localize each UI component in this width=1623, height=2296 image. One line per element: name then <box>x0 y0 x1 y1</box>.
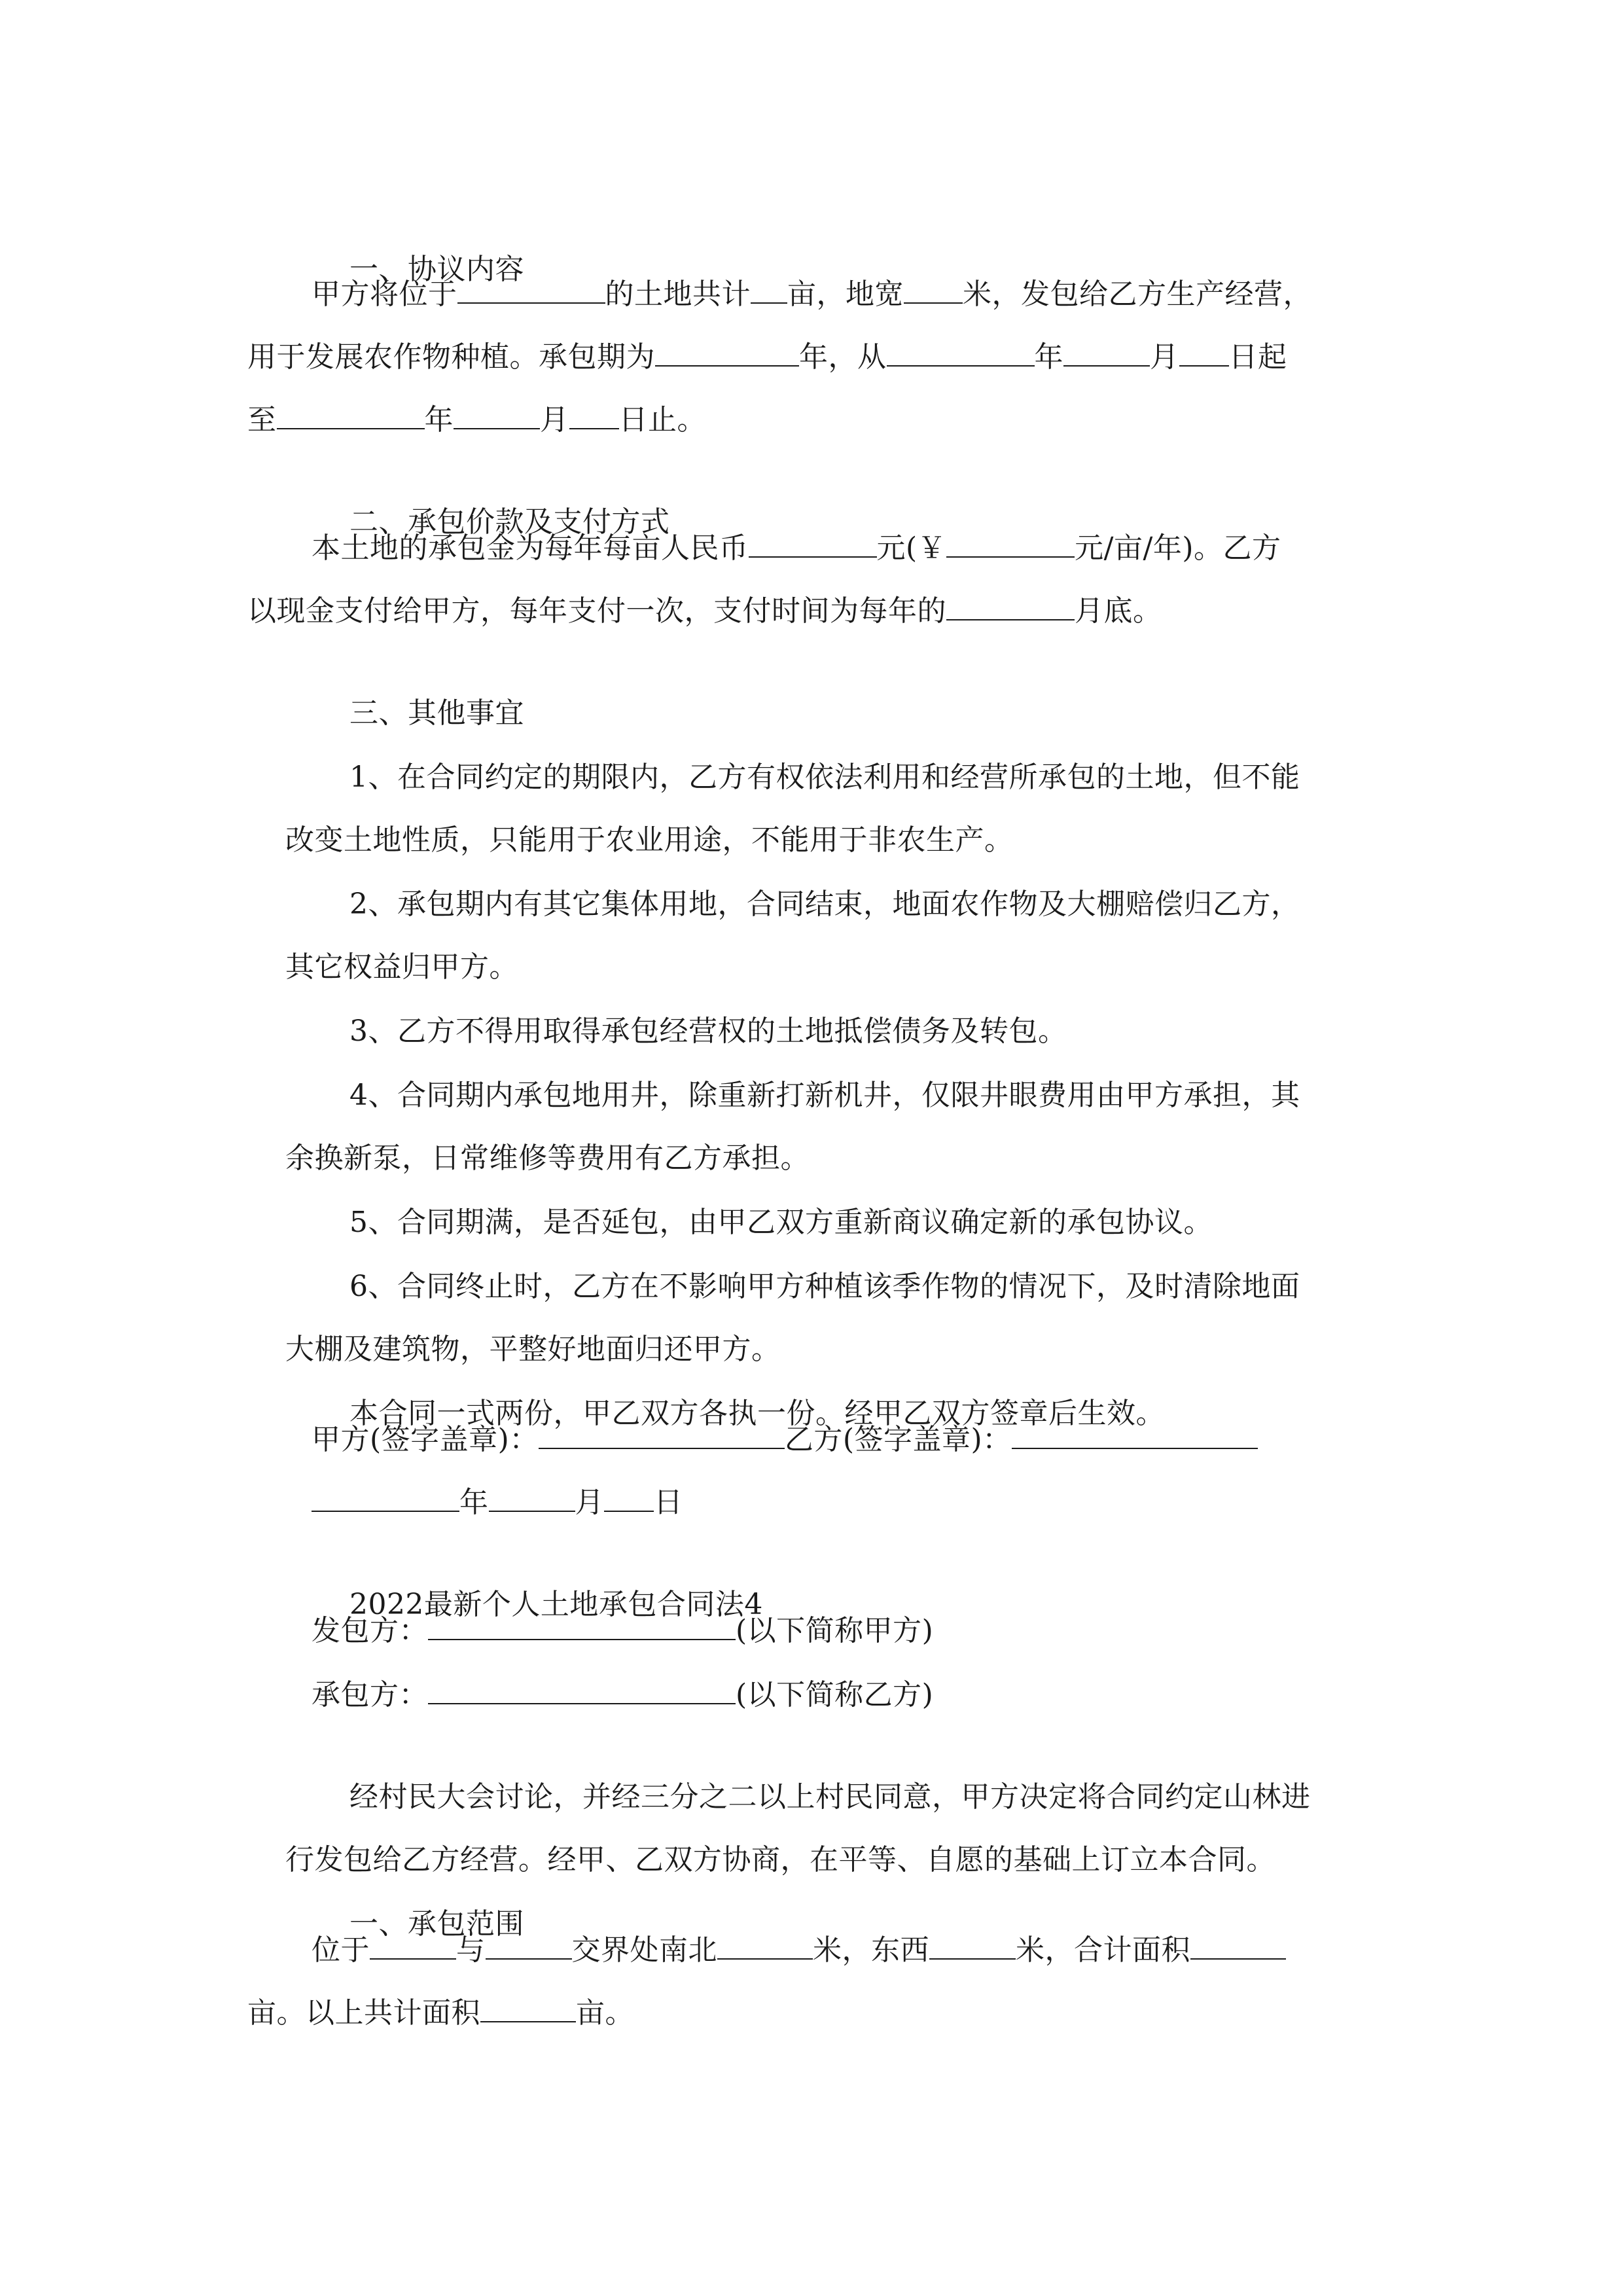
clause-6-line-2: 大棚及建筑物，平整好地面归还甲方。 <box>285 1333 781 1366</box>
signature-line: 甲方(签字盖章)： 乙方(签字盖章)： <box>312 1419 1450 1458</box>
paragraph-payment-line-1: 本土地的承包金为每年每亩人民币 元(￥ 元/亩/年)。乙方 <box>312 528 1450 567</box>
blank-land-width <box>904 274 963 304</box>
paragraph-land-location-line-1: 甲方将位于 的土地共计 亩，地宽 米，发包给乙方生产经营， <box>312 274 1450 313</box>
blank-contractee-name <box>428 1674 736 1704</box>
clause-5: 5、合同期满，是否延包，由甲乙双方重新商议确定新的承包协议。 <box>349 1206 1213 1239</box>
preamble-line-2: 行发包给乙方经营。经甲、乙双方协商，在平等、自愿的基础上订立本合同。 <box>285 1843 1275 1876</box>
preamble-line-1: 经村民大会讨论，并经三分之二以上村民同意，甲方决定将合同约定山林进 <box>349 1780 1311 1814</box>
clause-2-line-1: 2、承包期内有其它集体用地，合同结束，地面农作物及大棚赔偿归乙方， <box>349 888 1300 921</box>
blank-total-area <box>1190 1929 1286 1960</box>
clause-2-line-2: 其它权益归甲方。 <box>285 950 518 984</box>
blank-end-year <box>277 399 425 429</box>
blank-sign-year <box>312 1482 459 1512</box>
clause-1-line-1: 1、在合同约定的期限内，乙方有权依法利用和经营所承包的土地，但不能 <box>349 761 1300 794</box>
contract-copies-statement: 本合同一式两份，甲乙双方各执一份。经甲乙双方签章后生效。 <box>349 1397 1165 1430</box>
paragraph-land-location-line-3: 至 年 月 日止。 <box>247 399 1386 439</box>
blank-payment-month <box>946 590 1075 620</box>
scope-line-2: 亩。以上共计面积 亩。 <box>247 1992 1386 2032</box>
blank-rent-amount-words <box>749 528 877 558</box>
clause-1-line-2: 改变土地性质，只能用于农业用途，不能用于非农生产。 <box>285 823 1014 857</box>
clause-4-line-2: 余换新泵，日常维修等费用有乙方承担。 <box>285 1141 810 1175</box>
blank-rent-amount-number <box>946 528 1075 558</box>
blank-contractor-name <box>428 1610 736 1640</box>
blank-contract-years <box>655 336 799 367</box>
contractor-party-a-line: 发包方： (以下简称甲方) <box>312 1610 1450 1649</box>
blank-end-day <box>569 399 619 429</box>
blank-start-year <box>887 336 1035 367</box>
scope-line-1: 位于 与 交界处南北 米，东西 米，合计面积 <box>312 1929 1450 1969</box>
blank-combined-area <box>480 1992 576 2022</box>
blank-land-area <box>751 274 787 304</box>
blank-sign-month <box>489 1482 575 1512</box>
blank-location-a <box>370 1929 456 1960</box>
section-heading-agreement-content: 一、协议内容 <box>349 253 524 286</box>
blank-north-south-length <box>717 1929 813 1960</box>
blank-land-location <box>457 274 605 304</box>
paragraph-payment-line-2: 以现金支付给甲方，每年支付一次，支付时间为每年的 月底。 <box>247 590 1386 630</box>
blank-party-b-signature <box>1012 1419 1258 1449</box>
clause-6-line-1: 6、合同终止时，乙方在不影响甲方种植该季作物的情况下，及时清除地面 <box>349 1270 1300 1303</box>
blank-location-b <box>486 1929 572 1960</box>
blank-party-a-signature <box>539 1419 785 1449</box>
paragraph-land-location-line-2: 用于发展农作物种植。承包期为 年，从 年 月 日起 <box>247 336 1386 376</box>
clause-4-line-1: 4、合同期内承包地用井，除重新打新机井，仅限井眼费用由甲方承担，其 <box>349 1079 1300 1112</box>
signature-date-line: 年 月 日 <box>312 1482 1450 1521</box>
document-title-contract-4: 2022最新个人土地承包合同法4 <box>349 1588 763 1621</box>
blank-sign-day <box>604 1482 654 1512</box>
section-heading-contract-scope: 一、承包范围 <box>349 1907 524 1941</box>
blank-end-month <box>454 399 540 429</box>
section-heading-other-matters: 三、其他事宜 <box>349 696 524 730</box>
blank-east-west-length <box>929 1929 1016 1960</box>
blank-start-day <box>1179 336 1229 367</box>
clause-3: 3、乙方不得用取得承包经营权的土地抵偿债务及转包。 <box>349 1014 1067 1048</box>
contractee-party-b-line: 承包方： (以下简称乙方) <box>312 1674 1450 1713</box>
blank-start-month <box>1063 336 1150 367</box>
section-heading-price-payment: 二、承包价款及支付方式 <box>349 505 670 539</box>
